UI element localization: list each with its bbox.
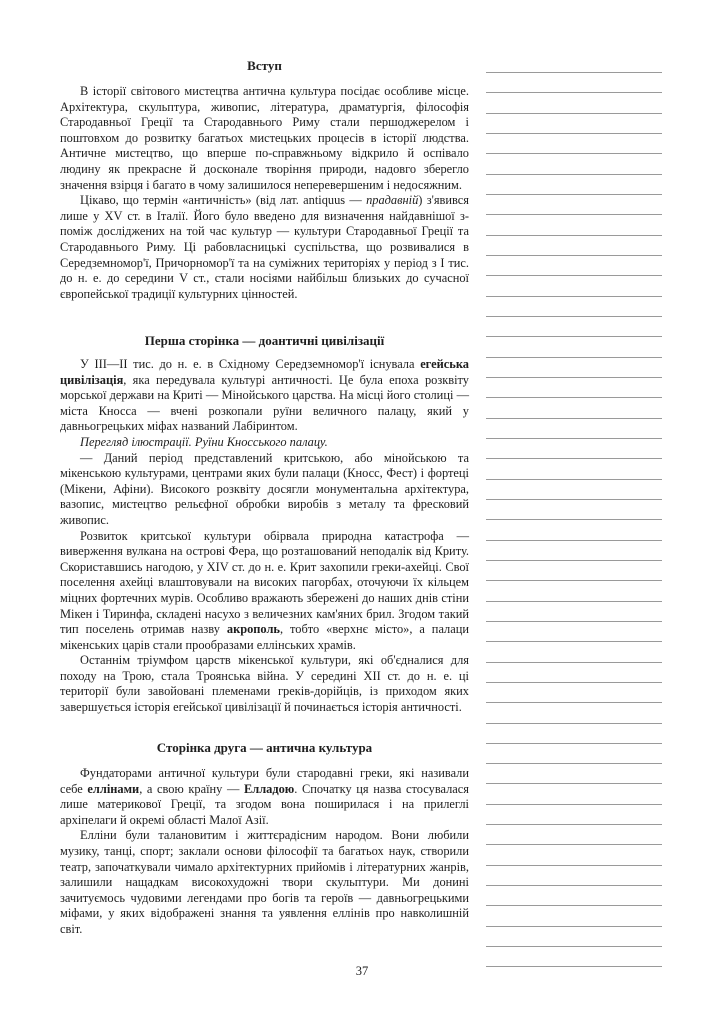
section-two: [60, 766, 469, 938]
paragraph: В історії світового мистецтва антична культура посідає особливе місце. Архітектура, скульптура, живопис, література, драматургія, філософія Стародавньої Греції та Стародавнього Риму стали першоджерелом і поштовхом до розвитку багатьох мистецьких процесів в історії людства. Античне мистецтво, що вперше по-справжньому відкрило й оспівало людину як прекрасне й досконале творіння природи, надовго зберегло значення взірця і багато в чому залишилося неперевершеним і недосяжним.: [60, 84, 469, 192]
ruled-line: [486, 702, 662, 703]
ruled-line: [486, 72, 662, 73]
ruled-line: [486, 519, 662, 520]
paragraph: [60, 193, 469, 302]
ruled-line: [486, 336, 662, 337]
ruled-line: [486, 296, 662, 297]
paragraph: [60, 357, 469, 435]
paragraph: Елліни були талановитим і життєрадісним народом. Вони любили музику, танці, спорт; заклали основи філософії та багатьох наук, створили театр, започаткували чимало архітектурних прийомів і літературних жанрів, залишили нащадкам високохудожні твори скульптури. Ми донині зачитуємось чудовими легендами про богів та героїв — давньогрецькими міфами, у яких відображені знання та уявлення еллінів про навколишній світ.: [60, 828, 469, 936]
ruled-line: [486, 682, 662, 683]
notes-ruled-lines: [486, 72, 662, 987]
ruled-line: [486, 560, 662, 561]
ruled-line: [486, 499, 662, 500]
ruled-line: [486, 255, 662, 256]
ruled-line: [486, 723, 662, 724]
ruled-line: [486, 783, 662, 784]
text: Розвиток критської культури обірвала природна катастрофа — виверження вулкана на острові Фера, що розташований неподалік від Криту. Скориставшись нагодою, у XIV ст. до н. е. Крит захопили греки-ахейці. Свої поселення ахейці влаштовували на високих пагорбах, оточуючи їх кільцем міцних фортечних мурів. Особливо вражають збережені до наших днів стіни Мікен і Тиринфа, складені насухо з величезних кам'яних брил. Згодом такий тип поселень отримав назву: [60, 528, 469, 637]
ruled-line: [486, 479, 662, 480]
text: , а свою країну —: [139, 781, 244, 796]
ruled-line: [486, 662, 662, 663]
term: еллінами: [87, 781, 140, 796]
section-one: [60, 357, 469, 716]
term: Елладою: [243, 781, 295, 796]
text: , яка передувала культурі античності. Це була епоха розквіту морської держави на Криті — Мінойського царства. На місці його столиці — міста Кносса — вчені розкопали руїни величного палацу, який у давньогрецьких міфах названий Лабіринтом.: [60, 372, 469, 434]
section-intro: [60, 84, 469, 302]
ruled-line: [486, 885, 662, 886]
term: акрополь: [226, 622, 280, 637]
ruled-line: [486, 92, 662, 93]
heading-section-two: Сторінка друга — антична культура: [156, 740, 373, 755]
ruled-line: [486, 926, 662, 927]
ruled-line: [486, 357, 662, 358]
ruled-line: [486, 153, 662, 154]
paragraph: [60, 529, 469, 654]
ruled-line: [486, 905, 662, 906]
heading-section-one: Перша сторінка — доантичні цивілізації: [144, 333, 385, 348]
ruled-line: [486, 641, 662, 642]
ruled-line: [486, 540, 662, 541]
ruled-line: [486, 194, 662, 195]
ruled-line: [486, 458, 662, 459]
text: Цікаво, що термін «античність» (від лат. antiquus —: [80, 193, 367, 208]
ruled-line: [486, 377, 662, 378]
paragraph: — Даний період представлений критською, або мінойською та мікенською культурами, центрами яких були палаци (Кносс, Фест) і фортеці (Мікени, Афіни). Високого розквіту досягли монументальна архітектура, вазопис, мистецтво рельєфної обробки виробів з металу та фресковий живопис.: [60, 450, 469, 527]
ruled-line: [486, 275, 662, 276]
ruled-line: [486, 133, 662, 134]
ruled-line: [486, 235, 662, 236]
text: . Спочатку ця назва стосувалася лише материкової Греції, та згодом вона поширилася і на прилеглі архіпелаги й окремі області Малої Азії.: [60, 781, 469, 827]
ruled-line: [486, 438, 662, 439]
ruled-line: [486, 418, 662, 419]
ruled-line: [486, 397, 662, 398]
ruled-line: [486, 113, 662, 114]
ruled-line: [486, 316, 662, 317]
paragraph: [60, 766, 469, 828]
ruled-line: [486, 763, 662, 764]
text: Фундаторами античної культури були стародавні греки, які називали себе: [60, 766, 469, 796]
heading-intro: Вступ: [247, 58, 282, 73]
ruled-line: [486, 804, 662, 805]
ruled-line: [486, 580, 662, 581]
ruled-line: [486, 174, 662, 175]
latin-translation: прадавній: [366, 193, 419, 208]
ruled-line: [486, 621, 662, 622]
text: , тобто «верхнє місто», а палаци мікенських царів стали прообразами еллінських храмів.: [60, 622, 469, 652]
ruled-line: [486, 946, 662, 947]
term: егейська цивілізація: [60, 357, 469, 387]
page-number: 37: [355, 964, 369, 978]
illustration-caption: Перегляд ілюстрації. Руїни Кносського палацу.: [80, 434, 328, 449]
ruled-line: [486, 601, 662, 602]
paragraph: Останнім тріумфом царств мікенської культури, які об'єдналися для походу на Трою, стала Троянська війна. У середині XII ст. до н. е. ці території були завойовані племенами греків-дорійців, із приходом яких завершується історія егейської цивілізації й починається історія античності.: [60, 653, 469, 715]
ruled-line: [486, 844, 662, 845]
ruled-line: [486, 865, 662, 866]
text: ) з'явився лише у XV ст. в Італії. Його було введено для визначення найдавнішої з-поміж досліджених на той час культур — культури Стародавньої Греції та Стародавнього Риму. Ці рабовласницькі суспільства, що розвивалися в Середземномор'ї, Причорномор'ї та на суміжних територіях у період з I тис. до н. е. до середини V ст., стали носіями найбільш близьких до сучасної європейської традиції культурних цінностей.: [60, 193, 469, 301]
ruled-line: [486, 214, 662, 215]
text: У III—II тис. до н. е. в Східному Середземномор'ї існувала: [80, 357, 421, 371]
ruled-line: [486, 743, 662, 744]
ruled-line: [486, 824, 662, 825]
